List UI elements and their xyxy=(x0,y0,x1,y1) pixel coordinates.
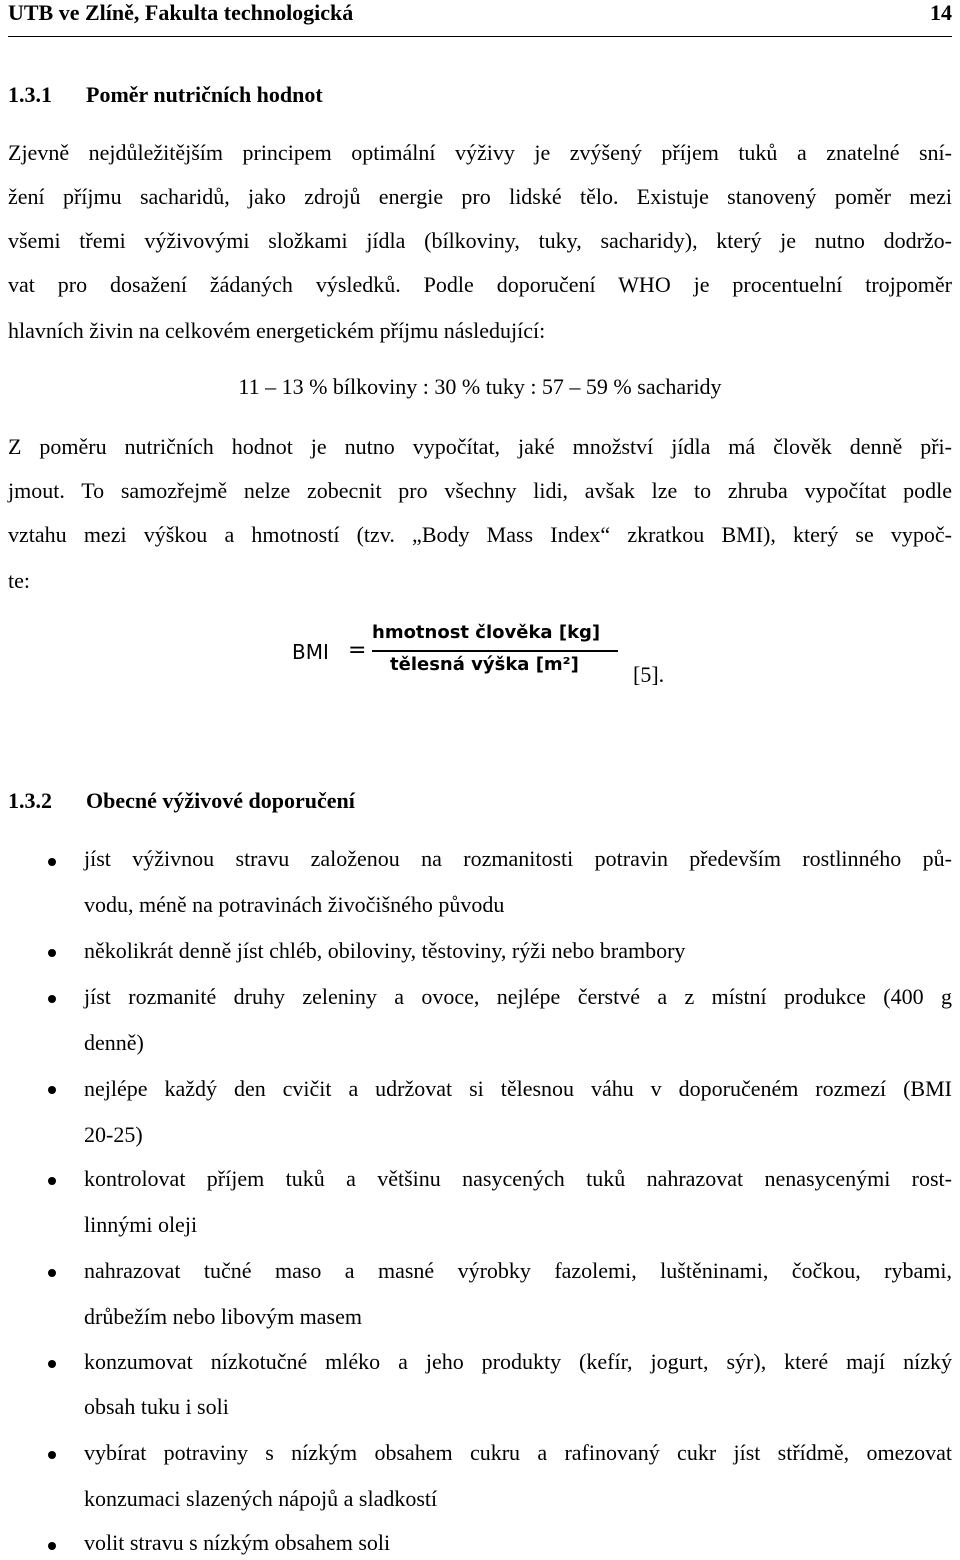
list-item-line: drůbežím nebo libovým masem xyxy=(84,1304,362,1329)
paragraph-line: žení příjmu sacharidů, jako zdrojů energie pro lidské tělo. Existuje stanovený poměr mezi xyxy=(8,184,952,209)
paragraph-line: te: xyxy=(8,568,30,593)
bullet-icon xyxy=(48,858,56,866)
list-item-line: vodu, méně na potravinách živočišného původu xyxy=(84,892,505,917)
list-item-line: konzumaci slazených nápojů a sladkostí xyxy=(84,1486,438,1511)
bullet-icon xyxy=(48,1269,56,1277)
paragraph-line: vztahu mezi výškou a hmotností (tzv. „Body Mass Index“ zkratkou BMI), který se vypoč- xyxy=(8,522,952,547)
list-item-line: jíst rozmanité druhy zeleniny a ovoce, nejlépe čerstvé a z místní produkce (400 g xyxy=(84,984,952,1009)
formula-denominator: tělesná výška [m²] xyxy=(390,654,579,675)
paragraph-line: jmout. To samozřejmě nelze zobecnit pro všechny lidi, avšak lze to zhruba vypočítat podle xyxy=(8,478,952,503)
list-item-line: jíst výživnou stravu založenou na rozmanitosti potravin především rostlinného pů- xyxy=(84,846,952,871)
section-heading-1-3-1 xyxy=(8,82,323,108)
paragraph-line: Zjevně nejdůležitějším principem optimální výživy je zvýšený příjem tuků a znatelné sní- xyxy=(8,140,952,165)
list-item-line: obsah tuku i soli xyxy=(84,1394,229,1419)
nutrient-ratio: 11 – 13 % bílkoviny : 30 % tuky : 57 – 59 % sacharidy xyxy=(238,374,722,399)
list-item-line: denně) xyxy=(84,1030,144,1055)
page-header xyxy=(8,0,952,37)
list-item-line: vybírat potraviny s nízkým obsahem cukru a rafinovaný cukr jíst střídmě, omezovat xyxy=(84,1440,952,1465)
list-item-line: několikrát denně jíst chléb, obiloviny, těstoviny, rýži nebo brambory xyxy=(84,938,686,963)
bullet-icon xyxy=(48,995,56,1003)
paragraph-line: všemi třemi výživovými složkami jídla (bílkoviny, tuky, sacharidy), který je nutno dodržo- xyxy=(8,228,952,253)
page-number: 14 xyxy=(930,0,952,25)
list-item-line: nejlépe každý den cvičit a udržovat si tělesnou váhu v doporučeném rozmezí (BMI xyxy=(84,1076,952,1101)
list-item-line: kontrolovat příjem tuků a většinu nasycených tuků nahrazovat nenasycenými rost- xyxy=(84,1166,952,1191)
section-title: Obecné výživové doporučení xyxy=(86,788,355,813)
section-title: Poměr nutričních hodnot xyxy=(86,82,323,107)
bullet-icon xyxy=(48,1360,56,1368)
list-item-line: volit stravu s nízkým obsahem soli xyxy=(84,1530,391,1555)
bullet-icon xyxy=(48,1086,56,1094)
list-item-line: konzumovat nízkotučné mléko a jeho produkty (kefír, jogurt, sýr), které mají nízký xyxy=(84,1349,952,1374)
list-item-line: nahrazovat tučné maso a masné výrobky fazolemi, luštěninami, čočkou, rybami, xyxy=(84,1258,952,1283)
bullet-icon xyxy=(48,949,56,957)
bullet-icon xyxy=(48,1451,56,1459)
bullet-icon xyxy=(48,1542,56,1550)
list-item-line: 20-25) xyxy=(84,1122,143,1147)
paragraph-line: Z poměru nutričních hodnot je nutno vypočítat, jaké množství jídla má člověk denně při- xyxy=(8,434,952,459)
fraction-bar xyxy=(372,650,618,652)
formula-equals: = xyxy=(348,638,367,663)
formula-label: BMI xyxy=(292,640,329,664)
section-number: 1.3.2 xyxy=(8,788,52,813)
header-title: UTB ve Zlíně, Fakulta technologická xyxy=(8,0,354,25)
formula-numerator: hmotnost člověka [kg] xyxy=(372,622,601,643)
section-heading-1-3-2 xyxy=(8,788,355,814)
list-item-line: linnými oleji xyxy=(84,1212,198,1237)
citation-reference: [5]. xyxy=(633,662,665,687)
paragraph-line: vat pro dosažení žádaných výsledků. Podle doporučení WHO je procentuelní trojpoměr xyxy=(8,272,952,297)
bullet-icon xyxy=(48,1177,56,1185)
paragraph-line: hlavních živin na celkovém energetickém příjmu následující: xyxy=(8,318,546,343)
section-number: 1.3.1 xyxy=(8,82,52,107)
